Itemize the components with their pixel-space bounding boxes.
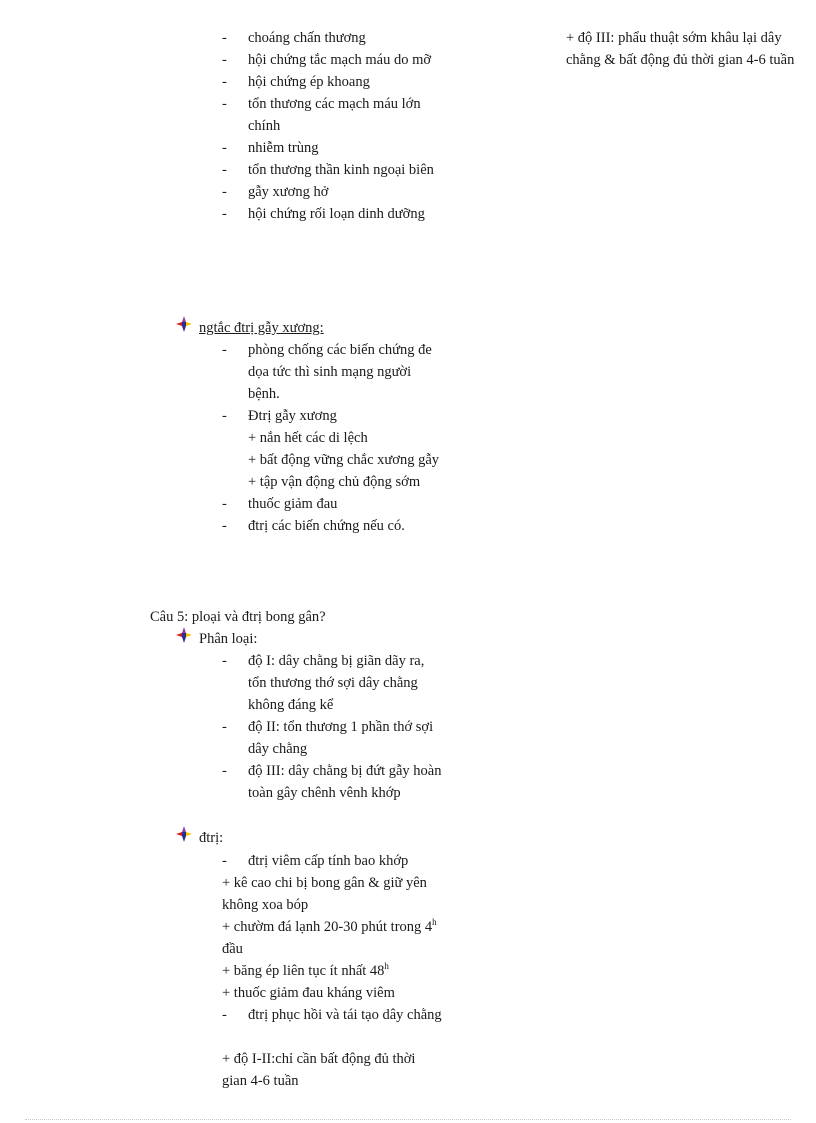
treatment-sub-item: + độ I-II:chỉ cần bất động đủ thời gian 4-6 tuần xyxy=(222,1051,416,1089)
arrow-bullet-icon xyxy=(176,826,192,842)
list-item: - nhiễm trùng xyxy=(222,137,442,159)
sub-item: + tập vận động chủ động sớm xyxy=(248,474,421,490)
treatment-list-1 xyxy=(222,850,442,872)
section-heading-treatment-principles: ngtắc đtrị gẫy xương: xyxy=(199,320,324,336)
section-heading-classification: Phân loại: xyxy=(199,631,258,647)
list-item: - thuốc giảm đau xyxy=(222,493,442,515)
list-item: - độ I: dây chằng bị giãn dãy ra, tổn thương thớ sợi dây chằng không đáng kể xyxy=(222,650,442,716)
question-title: Câu 5: ploại và đtrị bong gân? xyxy=(150,609,326,625)
list-item: - hội chứng rối loạn dinh dưỡng xyxy=(222,203,442,225)
sub-item: + bất động vững chắc xương gẫy xyxy=(248,452,440,468)
treatment-sub-item: + kê cao chi bị bong gân & giữ yên không xoa bóp xyxy=(222,875,427,913)
list-item: - tổn thương thần kinh ngoại biên xyxy=(222,159,442,181)
list-item: - đtrị viêm cấp tính bao khớp xyxy=(222,850,442,872)
page-footer-divider xyxy=(25,1119,791,1120)
list-item: - độ II: tổn thương 1 phần thớ sợi dây chằng xyxy=(222,716,442,760)
list-item: - hội chứng tắc mạch máu do mỡ xyxy=(222,49,442,71)
section-heading-treatment: đtrị: xyxy=(199,830,224,846)
treatment-sub-item: + băng ép liên tục ít nhất 48$^h$ xyxy=(222,961,389,979)
arrow-bullet-icon xyxy=(176,316,192,332)
treatment-principles-list xyxy=(222,339,442,537)
list-item: - Đtrị gẫy xương + nắn hết các di lệch + bất động vững chắc xương gẫy + tập vận động chủ động sớm xyxy=(222,405,442,493)
list-item: - gẫy xương hở xyxy=(222,181,442,203)
classification-list xyxy=(222,650,442,804)
list-item: - tổn thương các mạch máu lớn chính xyxy=(222,93,442,137)
treatment-list-2 xyxy=(222,1004,442,1026)
sub-item: + nắn hết các di lệch xyxy=(248,430,368,446)
treatment-sub-item: + thuốc giảm đau kháng viêm xyxy=(222,985,395,1001)
list-item: - hội chứng ép khoang xyxy=(222,71,442,93)
list-item: - đtrị phục hồi và tái tạo dây chằng xyxy=(222,1004,442,1026)
arrow-bullet-icon xyxy=(176,627,192,643)
list-item: - đtrị các biến chứng nếu có. xyxy=(222,515,442,537)
list-item: - phòng chống các biến chứng đe dọa tức thì sinh mạng người bệnh. xyxy=(222,339,442,405)
list-item: - choáng chấn thương xyxy=(222,27,442,49)
list-item: - độ III: dây chằng bị đứt gẫy hoàn toàn gây chênh vênh khớp xyxy=(222,760,442,804)
right-column-text: + độ III: phẩu thuật sớm khâu lại dây chằng & bất động đủ thời gian 4-6 tuần xyxy=(566,30,795,68)
treatment-sub-item: + chườm đá lạnh 20-30 phút trong 4$^h$ đầu xyxy=(222,917,437,957)
complications-list xyxy=(222,27,442,225)
